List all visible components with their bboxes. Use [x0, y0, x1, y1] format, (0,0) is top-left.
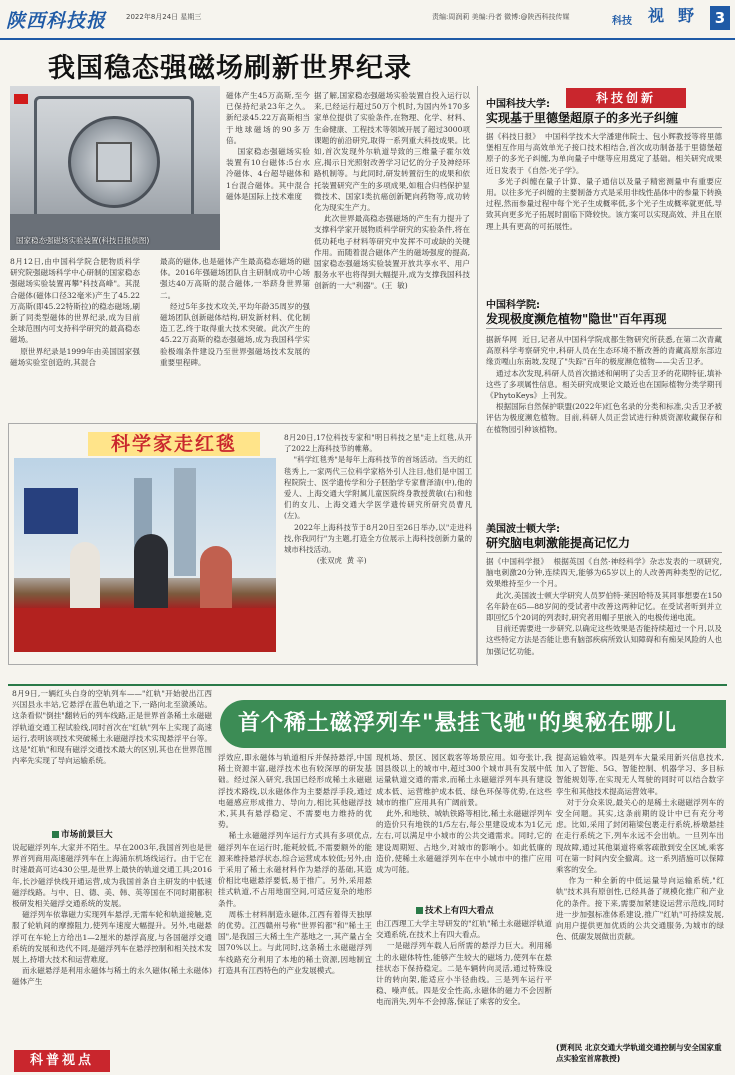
feature-headline: 首个稀土磁浮列车"悬挂飞驰"的奥秘在哪儿 [238, 711, 677, 736]
story-title-prefix: 美国波士顿大学: [486, 524, 560, 535]
article-column: 8月12日,由中国科学院合肥物质科学研究院强磁场科学中心研制的国家稳态强磁场实验装置再攀"科技高峰"。其混合磁体(磁体口径32毫米)产生了45.22万高斯(即45.22特斯拉)的稳态磁场,刷新了同类型磁体的世界纪录,成为目前全球范围内可支持科学研究的最高稳态磁场。 原世界纪录是1999年由美国国家强磁场实验室创造的,其混合 [10, 257, 140, 367]
story-title: 研究脑电刺激能提高记忆力 [486, 536, 631, 550]
feature-body: 8月20日,17位科技专家和"明日科技之星"走上红毯,从开了2022上海科技节的帷幕。 "科学红毯秀"是每年上海科技节的首场活动。当天的红毯秀上,一家两代三位科学家格外引人注目,他们是中国工程院院士、医学遗传学和分子胚胎学专家曹泽清(中),他的爱人、上海交通大学附属儿童医院终身教授黄敏(右)和他们的女儿、上海交通大学医学遗传研究所研究员曹凡(左)。 2022年上海科技节于8月20日至26日举办,以"走进科技,你我同行"为主题,打造全方位展示上海科技创新力量的城市科技活动。 (张双虎 黄 辛) [284, 433, 472, 566]
article-column: 提高运输效率。四是列车大量采用新兴信息技术,加入了智能、5G、智能控制、机器学习、多目标智能规划等,在实现无人驾驶的同时可以结合数字孪生和其他技术提高运营效率。 对于分众来说,最关心的是稀土永磁磁浮列车的安全问题。其实,这条前期的设计中已有充分考虑。比如,采用了封闭箱梁包裹走行系统,桥墩悬挂在走行系统之下,列车永远不会出轨。一旦列车出现故障,通过其他渠道将乘客疏散到安全区域,乘客可在第一时间内安全撤离。这一系列措施可以保障乘客的安全。 作为一种全新的中低运量导向运输系统,"红轨"技术具有原创性,已经具备了规模化推广和产业化的条件。接下来,需要加紧建设运营示范线,同时进一步加强标准体系建设,推广"红轨"可持续发展,向用户提供更加优质的公共交通服务,为城市的绿色、低碳发展做出贡献。 [556, 753, 724, 942]
story-title-prefix: 中国科学院: [486, 300, 540, 311]
story-body: 据《科技日报》 中国科学技术大学潘建伟院士、包小辉教授等将里德堡相互作用与高效单光子接口技术相结合,首次成功制备基于里德堡超原子的多光子纠缠,为单向量子中继等应用奠定了基础。相关研究成果近日发表于《自然-光子学》。 多光子纠缠在量子计算、量子通信以及量子精密测量中有重要应用。以往多光子纠缠的主要制备方式是采用非线性晶体中的参量下转换过程,然而参量过程中每个光子生成概率低,多个光子生成概率就更低,导致其向更多光子拓展时面临下降较快。该方案可以实现高效、并且在原理上具有更高的可拓展性。 [486, 132, 722, 231]
article-column: 由江西理工大学主导研发的"红轨"稀土永磁磁浮轨道交通系统,在技术上有四大看点。 一是磁浮列车载人后所需的悬浮力巨大。利用稀土的永磁体特性,能够产生较大的磁场力,使列车在悬挂状态下保持稳定。二是车辆转向灵活,通过特殊设计的转向架,能适应小半径曲线。三是列车运行平稳、噪声低。四是安全性高,永磁体的磁力不会因断电而消失,列车不会掉落,保证了乘客的安全。 [376, 919, 552, 1007]
section-heading-text: 市场前景巨大 [61, 830, 113, 840]
article-column: 现机场、景区、园区载客等场景应用。如夸张计,我国县级以上的城市中,超过300个城市具有发展中低运量轨道交通的需求,而稀土永磁磁浮列车具有建设成本低、运营维护成本低、绿色环保等优势,在这些城市的推广应用具有广阔前景。 此外,和地铁、城轨铁路等相比,稀土永磁磁浮列车的造价只有地铁的1/5左右,每公里建设成本为1亿元左右,可以满足中小城市的公共交通需求。同时,它的建设周期短、占地少,对城市的影响小。如此低廉的造价,使稀土永磁磁浮列车在中小城市中的推广应用成为可能。 [376, 753, 552, 875]
page-number: 3 [710, 6, 730, 30]
article-column: 8月9日,一辆红头白身的空轨列车——"红轨"开始驶出江西兴国县永丰站,它悬浮在蓝色轨道之下,一路向北至潋溪站。这条看似"倒挂"翻转后的列车线路,正是世界首条稀土永磁磁浮轨道交通工程试验线,同时首次在"红轨"列车上实现了高速运行,表明该项技术突破稀土永磁磁浮技术实现悬浮平台等。这是"红轨"和现有磁浮交通技术最大的区别,其也在世界范围内率先实现了导向运输系统。 [12, 689, 212, 766]
story-body: 据《中国科学报》 根据英国《自然·神经科学》杂志发表的一项研究,脑电刺激20分钟,连续四天,能够为65岁以上的人改善两种类型的记忆,效果维持至少一个月。 此次,美国波士顿大学研究人员罗伯特·莱因哈特及其同事想要在150名年龄在65—88岁间的受试者中改善这两种记忆。在受试者听到并立即回忆5个20词的列表时,研究者用帽子里嵌入的电极传递电流。 目前还需要进一步研究,以确定这些效果是否能持续超过一个月,以及这些特定方法是否能让患有脑部疾病所致认知障碍和有痴呆风险的人也加强记忆功能。 [486, 557, 722, 656]
section-label: 科技 [612, 16, 632, 27]
article-column: 最高的磁体,也是磁体产生最高稳态磁场的磁体。2016年强磁场团队自主研制成功中心场强达40万高斯的混合磁体,一举跻身世界第二。 经过5年多技术攻关,平均年龄35周岁的强磁场团队创新磁体结构,研发新材料、优化制造工艺,终于取得重大技术突破。此次产生的45.22万高斯的稳态强磁场,成为我国科学实验极端条件建设乃至世界强磁场技术发展的重要里程碑。 [160, 257, 310, 367]
section-banner: 科普视点 [14, 1050, 110, 1072]
divider [486, 328, 722, 329]
author-credit: (贾利民 北京交通大学轨道交通控制与安全国家重点实验室首席教授) [556, 1043, 722, 1063]
divider [486, 127, 722, 128]
article-column: 据了解,国家稳态强磁场实验装置自投入运行以来,已经运行超过50万个机时,为国内外170多家单位提供了实验条件,在物理、化学、材料、生命健康、工程技术等领域开展了超过3000项课题的前沿研究,取得一系列重大科技成果。比如,首次发现外尔轨道导致的三维量子霍尔效应,揭示日光照射改善学习记忆的分子及神经环路机制等。与此同时,研发转置衍生的成果和依托装置研究产生的多项成果,如粗合归档保护显微技术、国家Ⅰ类抗癌创新靶向药物等,成功转化为现实生产力。 此次世界最高稳态强磁场的产生有力提升了支撑科学家开展物质科学研究的实验条件,将在低功耗电子材料等研究中发挥不可或缺的关键作用。而随着混合磁体产生的磁场强度的提高,国家稳态强磁场实验装置开放共享水平、用户服务水平也将得到大幅提升,成为支撑我国科技创新的一大"利器"。(王 敏) [314, 91, 470, 291]
column-divider [477, 86, 478, 666]
divider [486, 552, 722, 553]
article-column: 说起磁浮列车,大家并不陌生。早在2003年,我国首列也是世界首列商用高速磁浮列车在上海浦东机场线运行。由于它在时速最高可达430公里,是世界上最快的轨道交通工具;2016年,长沙磁浮快线开通运营,成为我国首条自主研发的中低速磁浮线路。与中、日、德、美、韩、英等国在不同时期都积极研发相关磁浮交通系统的发展。 磁浮列车依靠磁力实现列车悬浮,无需车轮和轨道接触,克服了轮轨间的摩擦阻力,使列车速度大幅提升。另外,电磁悬浮可在车轮上方给出1—2厘米的悬浮高度,与各国磁浮交通系统的发展和迭代不同,是磁浮列车在悬浮控制和相关技术发展上,持增大技术和运营难度。 而永磁悬浮是利用永磁体与稀土的永久磁体(稀土永磁体)磁体产生 [12, 843, 212, 987]
story-body: 据新华网 近日,记者从中国科学院成都生物研究所获悉,在第二次青藏高原科学考察研究中,科研人员在生态环境不断改善的青藏高原东部边缘贡嘎山东南坡,发现了"失踪"百年的极度濒危植物——尖舌卫矛。 通过本次发现,科研人员首次描述和阐明了尖舌卫矛的花期特征,填补这些了多项属性信息。相关研究成果论文最近也在国际植物分类学期刊《PhytoKeys》上刊发。 根据国际自然保护联盟(2022年)红色名录的分类和标准,尖舌卫矛被评估为极度濒危植物。目前,科研人员正尝试进行种质资源收藏保存和在植物园引种该植物。 [486, 335, 722, 434]
square-bullet-icon [52, 831, 59, 838]
story-title: 实现基于里德堡超原子的多光子纠缠 [486, 111, 679, 125]
section-title: 视野 [648, 6, 709, 25]
article-column: 磁体产生45万高斯,至今已保持纪录23年之久。新纪录45.22万高斯相当于地球磁场的90多万倍。 国家稳态强磁场实验装置有10台磁体:5台水冷磁体、4台超导磁体和1台混合磁体。其中混合磁体是国际上技术难度 [226, 91, 310, 201]
editor-credits: 责编:周润莉 美编:丹者 微博:@陕西科技传媒 [432, 13, 570, 21]
section-heading-text: 技术上有四大看点 [425, 906, 494, 916]
main-headline: 我国稳态强磁场刷新世界纪录 [48, 53, 412, 84]
issue-date: 2022年8月24日 星期三 [126, 13, 202, 21]
square-bullet-icon [416, 907, 423, 914]
newspaper-name: 陕西科技报 [6, 10, 107, 32]
story-title: 发现极度濒危植物"隐世"百年再现 [486, 312, 667, 326]
feature-banner: 科学家走红毯 [88, 432, 260, 456]
photo-caption: 国家稳态强磁场实验装置(科技日报供图) [16, 236, 150, 245]
section-banner: 科技创新 [566, 88, 686, 108]
section-heading [416, 904, 494, 916]
article-column: 浮效应,即永磁体与轨道相斥并保持悬浮,中国稀土资源丰富,磁浮技术也有较深厚的研发基础。经过深入研究,我国已经形成稀土永磁磁浮技术路线,以永磁体作为主要悬浮手段,通过电磁感应形成推力、导向力,相比其他磁浮技术,其具有悬浮稳定、不需要电力维持的优势。 稀土永磁磁浮列车运行方式具有多项优点,磁浮列车在运行时,能耗较低,不需要额外的能源来维持悬浮状态,综合运营成本较低;另外,由于采用了稀土永磁材料作为悬浮的基础,其造价相比电磁悬浮要低,易于推广。另外,采用悬挂式轨道,不占用地面空间,可适应复杂的地形条件。 周栋士材料制造永磁体,江西有着得天独厚的优势。江西赣州号称"世界钨都"和"稀土王国",是我国三大稀土生产基地之一,其产量占全国70%以上。与此同时,这条稀土永磁磁浮列车线路充分利用了本地的稀土资源,因地制宜打造具有江西特色的产业发展模式。 [218, 753, 372, 975]
section-heading [52, 828, 113, 840]
story-title-prefix: 中国科技大学: [486, 99, 550, 110]
red-carpet-photo [14, 458, 276, 652]
magnet-facility-photo [10, 86, 220, 250]
